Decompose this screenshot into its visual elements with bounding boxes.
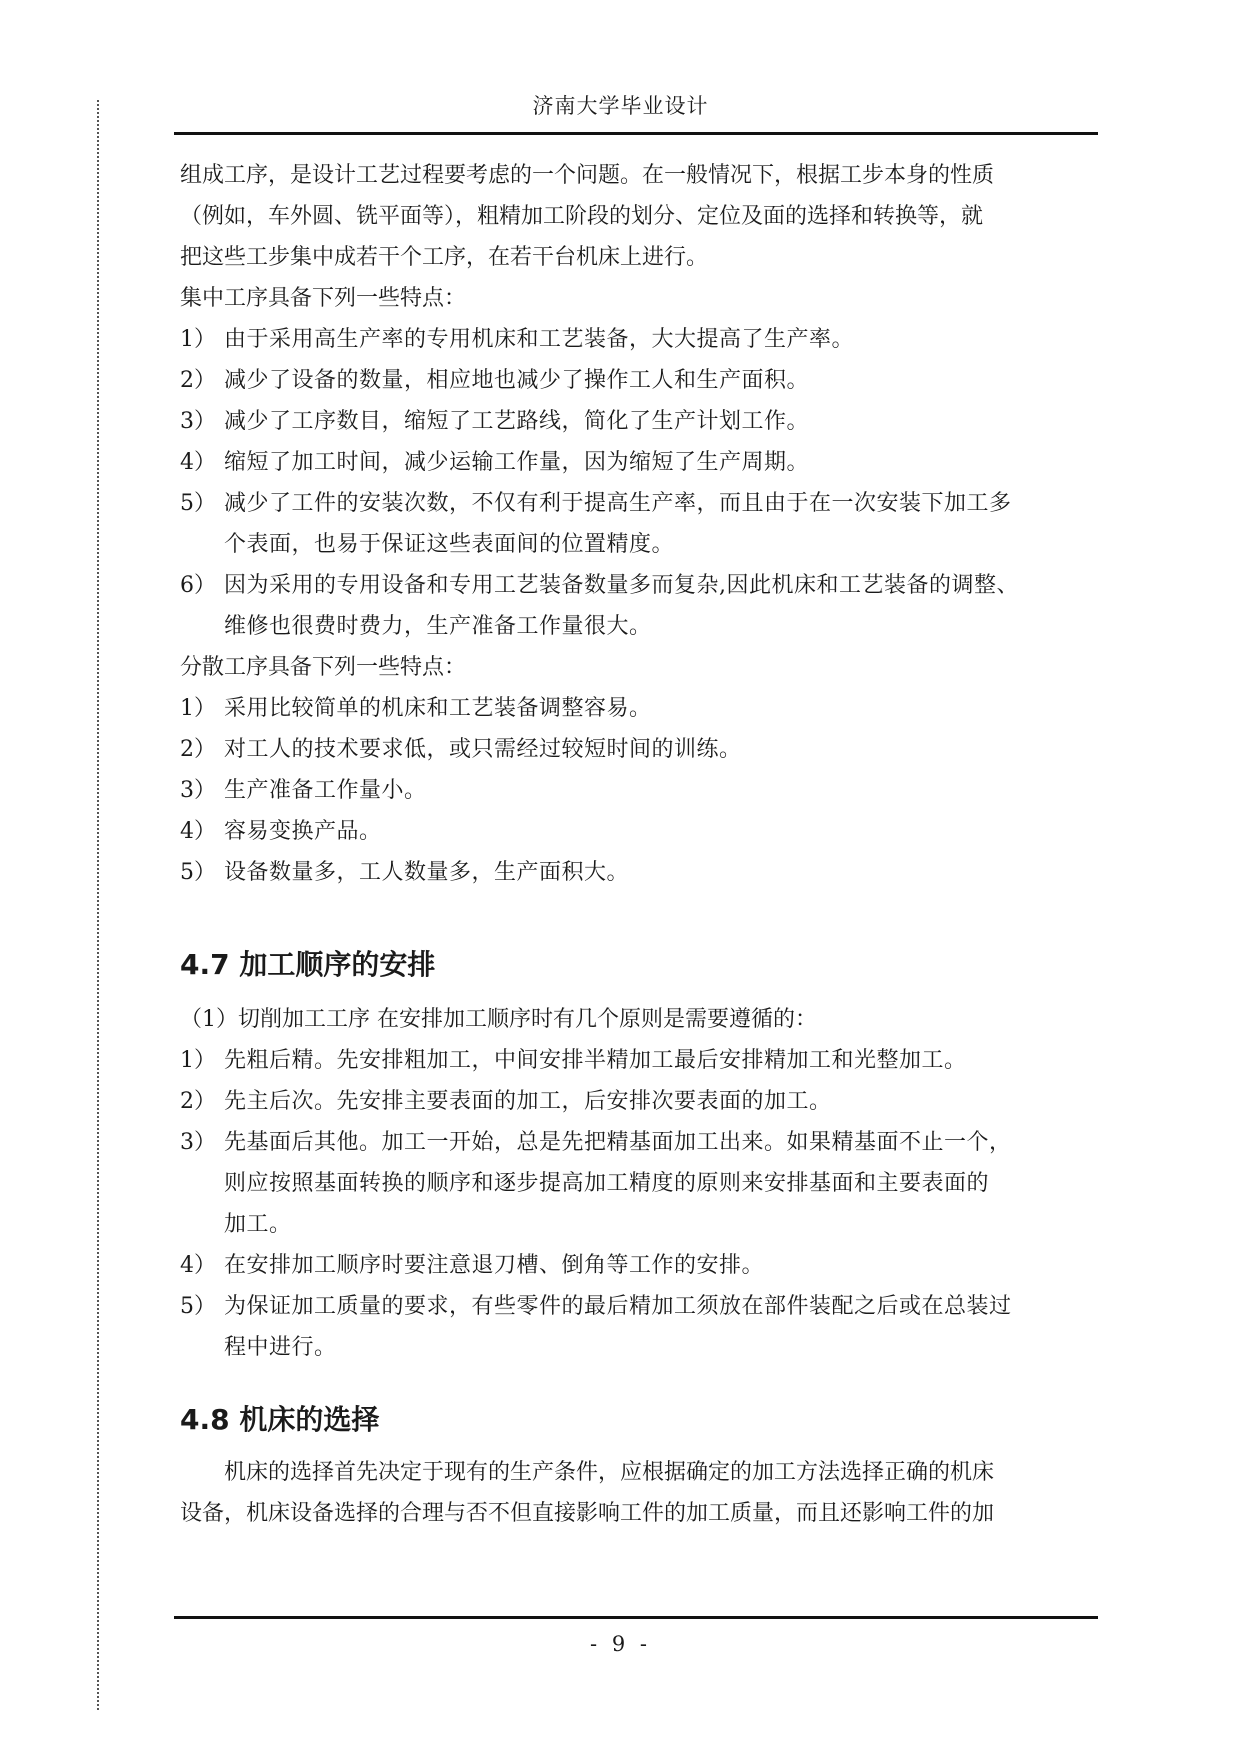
item-text: 个表面，也易于保证这些表面间的位置精度。 (224, 532, 675, 557)
list-item (180, 770, 1098, 811)
section-heading-4-8: 4.8 机床的选择 (180, 1403, 380, 1436)
item-text: 在安排加工顺序时要注意退刀槽、倒角等工作的安排。 (224, 1253, 765, 1278)
paragraph-line: 设备，机床设备选择的合理与否不但直接影响工件的加工质量，而且还影响工件的加 (180, 1501, 995, 1526)
section-heading-4-7: 4.7 加工顺序的安排 (180, 948, 436, 981)
list-item (180, 1122, 1098, 1245)
paragraph-line: 机床的选择首先决定于现有的生产条件，应根据确定的加工方法选择正确的机床 (224, 1460, 995, 1485)
item-text: 因为采用的专用设备和专用工艺装备数量多而复杂,因此机床和工艺装备的调整、 (224, 573, 1019, 598)
list-item (180, 483, 1098, 565)
item-number: 1） (180, 696, 216, 721)
item-number: 3） (180, 1130, 216, 1155)
list-item (180, 729, 1098, 770)
item-number: 6） (180, 573, 216, 598)
item-text: 先主后次。先安排主要表面的加工，后安排次要表面的加工。 (224, 1089, 832, 1114)
item-text: 缩短了加工时间，减少运输工作量，因为缩短了生产周期。 (224, 450, 810, 475)
list-item (180, 401, 1098, 442)
intro-line: （例如，车外圆、铣平面等），粗精加工阶段的划分、定位及面的选择和转换等，就 (180, 204, 984, 229)
item-text: 先粗后精。先安排粗加工，中间安排半精加工最后安排精加工和光整加工。 (224, 1048, 967, 1073)
concentrated-title: 集中工序具备下列一些特点： (180, 286, 467, 311)
list-item (180, 1081, 1098, 1122)
item-text: 维修也很费时费力，生产准备工作量很大。 (224, 614, 652, 639)
item-number: 4） (180, 1253, 216, 1278)
item-text: 设备数量多，工人数量多，生产面积大。 (224, 860, 630, 885)
list-item (180, 852, 1098, 893)
item-number: 4） (180, 450, 216, 475)
item-text: 程中进行。 (224, 1335, 337, 1360)
item-text: 减少了工件的安装次数，不仅有利于提高生产率，而且由于在一次安装下加工多 (224, 491, 1012, 516)
item-number: 3） (180, 409, 216, 434)
item-text: 先基面后其他。加工一开始，总是先把精基面加工出来。如果精基面不止一个， (224, 1130, 1012, 1155)
footer-rule (174, 1616, 1098, 1619)
list-item (180, 442, 1098, 483)
dispersed-title: 分散工序具备下列一些特点： (180, 655, 467, 680)
item-number: 5） (180, 860, 216, 885)
item-number: 2） (180, 368, 216, 393)
list-item (180, 688, 1098, 729)
list-item (180, 319, 1098, 360)
item-text: 为保证加工质量的要求，有些零件的最后精加工须放在部件装配之后或在总装过 (224, 1294, 1012, 1319)
item-number: 2） (180, 1089, 216, 1114)
item-text: 减少了工序数目，缩短了工艺路线，简化了生产计划工作。 (224, 409, 810, 434)
item-text: 减少了设备的数量，相应地也减少了操作工人和生产面积。 (224, 368, 810, 393)
section-subtitle: （1）切削加工工序 在安排加工顺序时有几个原则是需要遵循的： (180, 1007, 817, 1032)
item-number: 2） (180, 737, 216, 762)
binding-dotted-line (97, 100, 99, 1710)
list-item (180, 1286, 1098, 1368)
item-text: 由于采用高生产率的专用机床和工艺装备，大大提高了生产率。 (224, 327, 855, 352)
item-text: 容易变换产品。 (224, 819, 382, 844)
item-text: 加工。 (224, 1212, 292, 1237)
item-number: 1） (180, 327, 216, 352)
item-text: 则应按照基面转换的顺序和逐步提高加工精度的原则来安排基面和主要表面的 (224, 1171, 990, 1196)
item-number: 1） (180, 1048, 216, 1073)
intro-line: 把这些工步集中成若干个工序，在若干台机床上进行。 (180, 245, 709, 270)
header-title: 济南大学毕业设计 (532, 94, 709, 118)
item-text: 生产准备工作量小。 (224, 778, 427, 803)
page-content (180, 155, 1098, 1534)
intro-line: 组成工序，是设计工艺过程要考虑的一个问题。在一般情况下，根据工步本身的性质 (180, 163, 995, 188)
list-item (180, 565, 1098, 647)
list-item (180, 360, 1098, 401)
page-number: - 9 - (590, 1632, 651, 1656)
item-text: 对工人的技术要求低，或只需经过较短时间的训练。 (224, 737, 742, 762)
item-number: 5） (180, 1294, 216, 1319)
item-number: 3） (180, 778, 216, 803)
item-number: 4） (180, 819, 216, 844)
list-item (180, 1245, 1098, 1286)
list-item (180, 1040, 1098, 1081)
header-rule (174, 132, 1098, 135)
list-item (180, 811, 1098, 852)
item-text: 采用比较简单的机床和工艺装备调整容易。 (224, 696, 652, 721)
item-number: 5） (180, 491, 216, 516)
